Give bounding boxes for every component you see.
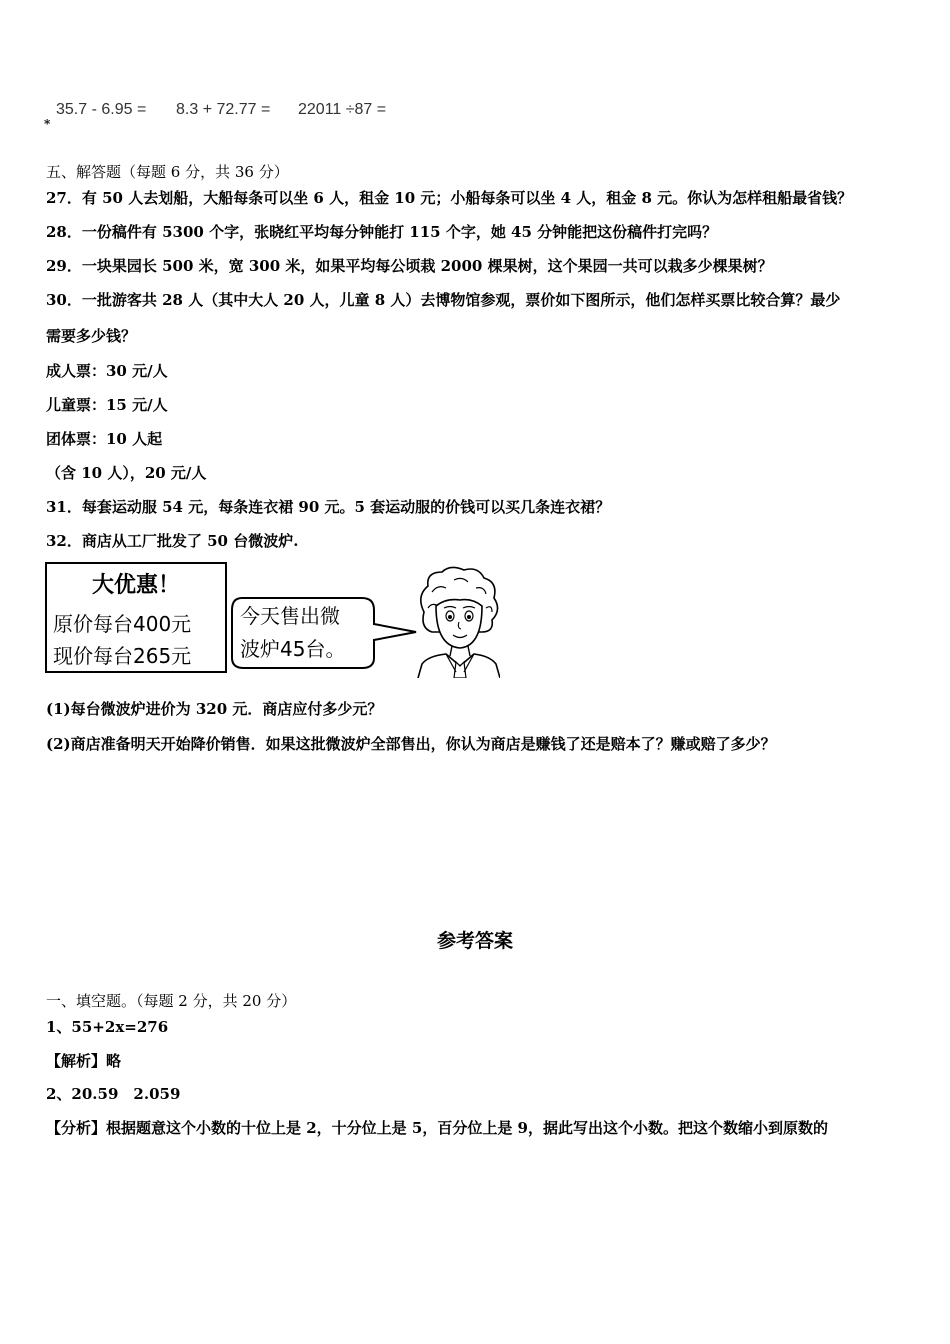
- question-30-line1: 30．一批游客共 28 人（其中大人 20 人，儿童 8 人）去博物馆参观，票价如下图所示，他们怎样买票比较合算？最少: [46, 291, 841, 309]
- answer-1-note: 【解析】略: [46, 1052, 122, 1070]
- ticket-adult: 成人票：30 元/人: [46, 362, 168, 380]
- sub-question-2: (2)商店准备明天开始降价销售．如果这批微波炉全部售出，你认为商店是赚钱了还是赔本了？赚或赔了多少？: [46, 735, 776, 753]
- ticket-group-line1: 团体票：10 人起: [46, 430, 163, 448]
- ticket-group-line2: （含 10 人），20 元/人: [46, 464, 207, 482]
- calc-expression-3: 22011 ÷87 =: [298, 101, 387, 118]
- section-5-title: 五、解答题（每题 6 分，共 36 分）: [46, 163, 289, 181]
- promo-sign: [45, 562, 227, 673]
- calc-expression-1: 35.7 - 6.95 =: [56, 101, 147, 118]
- tie: [454, 662, 466, 678]
- answers-section-1-title: 一、填空题。（每题 2 分，共 20 分）: [46, 992, 297, 1010]
- promo-current-price: 现价每台265元: [53, 644, 192, 668]
- sub-question-1: (1)每台微波炉进价为 320 元．商店应付多少元？: [46, 700, 383, 718]
- calc-expression-2: 8.3 + 72.77 =: [176, 101, 271, 118]
- promo-title: 大优惠！: [91, 573, 180, 598]
- answer-1: 1、55+2x=276: [46, 1018, 169, 1036]
- promo-original-price: 原价每台400元: [53, 612, 192, 636]
- bubble-text-line1: 今天售出微: [240, 604, 340, 628]
- question-32: 32．商店从工厂批发了 50 台微波炉.: [46, 532, 299, 550]
- bubble-text-line2: 波炉45台。: [240, 637, 346, 661]
- question-30-line2: 需要多少钱？: [46, 327, 137, 345]
- answers-title: 参考答案: [436, 930, 513, 952]
- answer-2-note: 【分析】根据题意这个小数的十位上是 2，十分位上是 5，百分位上是 9，据此写出这个小数。把这个数缩小到原数的: [46, 1119, 828, 1137]
- question-28: 28．一份稿件有 5300 个字，张晓红平均每分钟能打 115 个字，她 45 分钟能把这份稿件打完吗？: [46, 223, 718, 241]
- question-31: 31．每套运动服 54 元，每条连衣裙 90 元。5 套运动服的价钱可以买几条连衣裙？: [46, 498, 611, 516]
- question-27: 27．有 50 人去划船，大船每条可以坐 6 人，租金 10 元；小船每条可以坐 4 人，租金 8 元。你认为怎样租船最省钱？: [46, 189, 853, 207]
- ticket-child: 儿童票：15 元/人: [46, 396, 168, 414]
- star-mark: *: [44, 117, 51, 131]
- question-29: 29．一块果园长 500 米，宽 300 米，如果平均每公顷栽 2000 棵果树，这个果园一共可以栽多少棵果树？: [46, 257, 773, 275]
- answer-2: 2、20.59 2.059: [46, 1085, 181, 1103]
